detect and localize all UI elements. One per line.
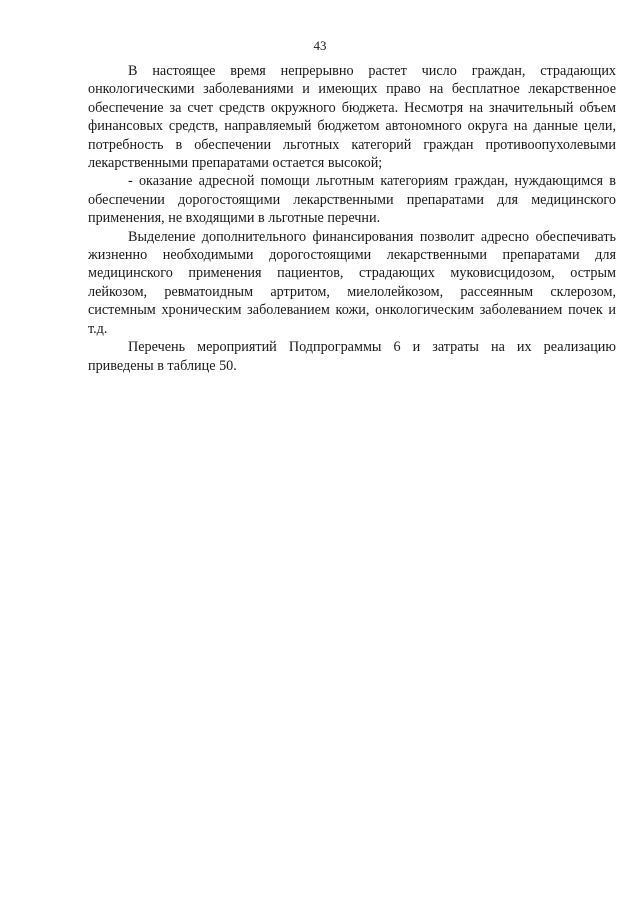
paragraph-targeted-assistance: - оказание адресной помощи льготным категориям граждан, нуждающимся в обеспечении дорогостоящими лекарственными препаратами для медицинского применения, не входящими в льготные перечни.	[88, 173, 616, 227]
paragraph-table-reference: Перечень мероприятий Подпрограммы 6 и затраты на их реализацию приведены в таблице 50.	[88, 339, 616, 374]
document-body	[88, 62, 616, 375]
paragraph-additional-funding: Выделение дополнительного финансирования позволит адресно обеспечивать жизненно необходимыми дорогостоящими лекарственными препаратами для медицинского применения пациентов, страдающих муковисцидозом, острым лейкозом, ревматоидным артритом, миелолейкозом, рассеянным склерозом, системным хроническим заболеванием кожи, онкологическим заболеванием почек и т.д.	[88, 228, 616, 337]
page-number: 43	[313, 38, 327, 53]
paragraph-oncology: В настоящее время непрерывно растет число граждан, страдающих онкологическими заболеваниями и имеющих право на бесплатное лекарственное обеспечение за счет средств окружного бюджета. Несмотря на значительный объем финансовых средств, направляемый бюджетом автономного округа на данные цели, потребность в обеспечении льготных категорий граждан противоопухолевыми лекарственными препаратами остается высокой;	[88, 63, 616, 172]
